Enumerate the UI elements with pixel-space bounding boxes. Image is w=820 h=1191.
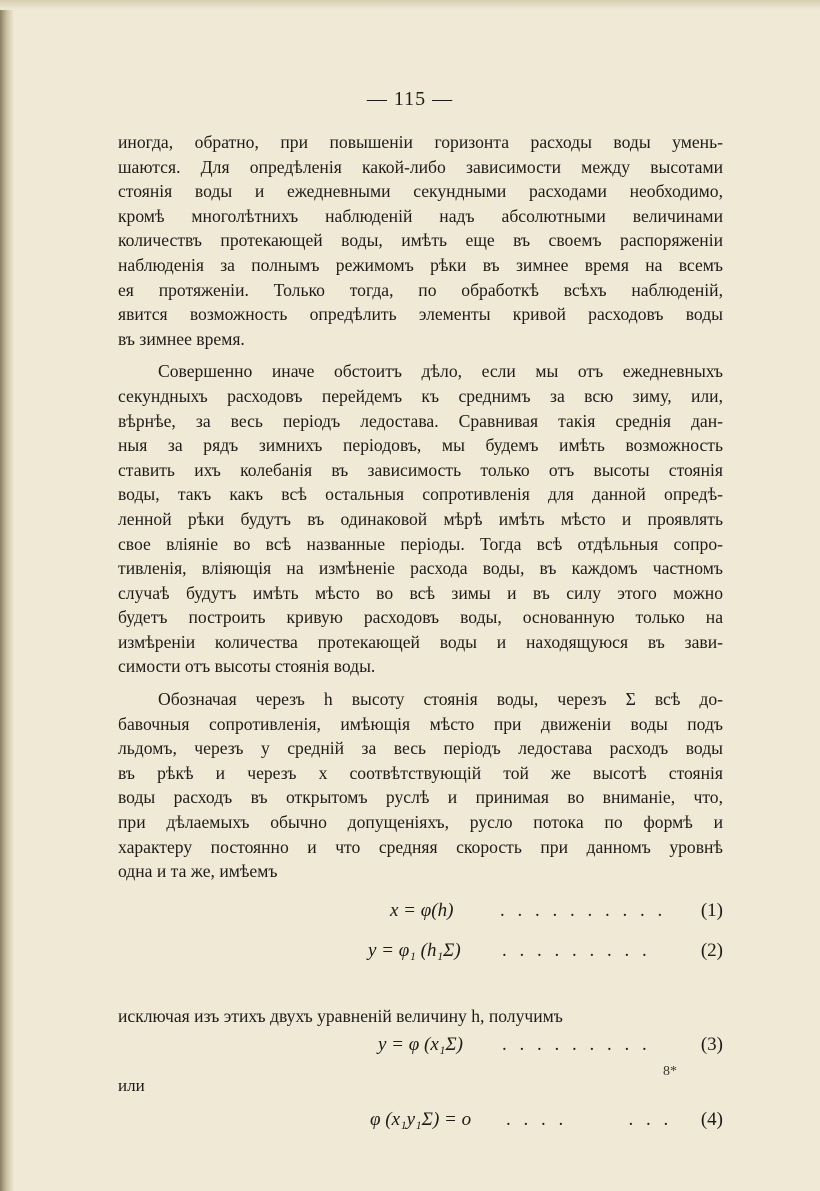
text-line: ставить ихъ колебанія въ зависимость только отъ высоты стоянія (118, 459, 723, 480)
text-line: воды, такъ какъ всѣ остальныя сопротивленія для данной опредѣ- (118, 484, 723, 505)
equation-3 (118, 1028, 723, 1068)
equation-formula: φ (x₁y₁Σ) = o (370, 1109, 472, 1130)
text-line: свое вліяніе во всѣ названные періоды. Тогда всѣ отдѣльныя сопро- (118, 533, 723, 554)
text-line: при дѣлаемыхъ обычно допущеніяхъ, русло потока по формѣ и (118, 812, 723, 833)
text-line: бавочныя сопротивленія, имѣющія мѣсто при движеніи воды подъ (118, 713, 723, 734)
equation-leader-dots: . . . . . . . . . . (500, 899, 667, 921)
text-line: льдомъ, черезъ y средній за весь періодъ ледостава расходъ воды (118, 738, 723, 759)
body-text (118, 130, 723, 1143)
text-line: случаѣ будутъ имѣть мѣсто во всѣ зимы и въ силу этого можно (118, 582, 723, 603)
text-line: кромѣ многолѣтнихъ наблюденій надъ абсолютными величинами (118, 205, 723, 226)
text-line: исключая изъ этихъ двухъ уравненій величину h, получимъ (118, 1005, 563, 1026)
paragraph (118, 130, 723, 351)
text-line: Совершенно иначе обстоитъ дѣло, если мы отъ ежедневныхъ (158, 361, 723, 382)
text-line: шаются. Для опредѣленія какой-либо зависимости между высотами (118, 156, 723, 177)
text-line: секундныхъ расходовъ перейдемъ къ среднимъ за всю зиму, или, (118, 385, 723, 406)
equation-formula: x = φ(h) (390, 899, 454, 921)
equation-number: (4) (700, 1109, 723, 1130)
equation-formula: y = φ₁ (h₁Σ) (368, 939, 461, 961)
text-line: въ рѣкѣ и черезъ x соотвѣтствующій той же высотѣ стоянія (118, 762, 723, 783)
equation-1 (118, 894, 723, 934)
text-line: ленной рѣки будутъ въ одинаковой мѣрѣ имѣть мѣсто и проявлять (118, 508, 723, 529)
text-line: ея протяженіи. Только тогда, по обработкѣ всѣхъ наблюденій, (118, 279, 723, 300)
equation-leader-dots: . . . . . . . . . (502, 939, 651, 961)
text-line: симости отъ высоты стоянія воды. (118, 656, 376, 677)
text-line: количествъ протекающей воды, имѣть еще въ своемъ распоряженіи (118, 230, 723, 251)
text-line: измѣреніи количества протекающей воды и находящуюся въ зави- (118, 631, 723, 652)
text-line: будетъ построить кривую расходовъ воды, основанную только на (118, 607, 723, 628)
text-line: наблюденія за полнымъ режимомъ рѣки въ зимнее время на всемъ (118, 254, 723, 275)
text-line: вѣрнѣе, за весь періодъ ледостава. Сравнивая такія среднія дан- (118, 410, 723, 431)
text-line: или (118, 1076, 145, 1096)
text-line: ныя за рядъ зимнихъ періодовъ, мы будемъ имѣть возможность (118, 435, 723, 456)
paragraph (118, 687, 723, 884)
text-line: явится возможность опредѣлить элементы кривой расходовъ воды (118, 304, 723, 325)
text-line: иногда, обратно, при повышеніи горизонта расходы воды умень- (118, 132, 723, 152)
text-line: въ зимнее время. (118, 328, 245, 349)
page-edge-shadow (0, 0, 14, 1191)
text-line: одна и та же, имѣемъ (118, 861, 278, 882)
equation-number: (1) (700, 899, 723, 921)
text-line: характеру постоянно и что средняя скорость при данномъ уровнѣ (118, 836, 723, 857)
sheet-signature: 8* (663, 1064, 677, 1079)
text-line: Обозначая черезъ h высоту стоянія воды, черезъ Σ всѣ до- (158, 689, 723, 710)
equation-leader-dots: . . . . . . . . . (502, 1034, 651, 1056)
page-number: — 115 — (366, 88, 454, 110)
text-line: воды расходъ въ открытомъ руслѣ и принимая во вниманіе, что, (118, 787, 723, 808)
paragraph (118, 359, 723, 679)
page-top-shadow (0, 0, 820, 10)
text-line: стоянія воды и ежедневными секундными расходами необходимо, (118, 181, 723, 202)
equation-number: (3) (700, 1034, 723, 1056)
equation-2 (118, 934, 723, 974)
equation-4 (118, 1103, 723, 1143)
equation-number: (2) (700, 939, 723, 961)
equation-leader-dots: . . . . . . . (506, 1109, 673, 1130)
text-line: тивленія, вліяющія на измѣненіе расхода воды, въ каждомъ частномъ (118, 558, 723, 579)
equation-formula: y = φ (x₁Σ) (378, 1034, 463, 1056)
